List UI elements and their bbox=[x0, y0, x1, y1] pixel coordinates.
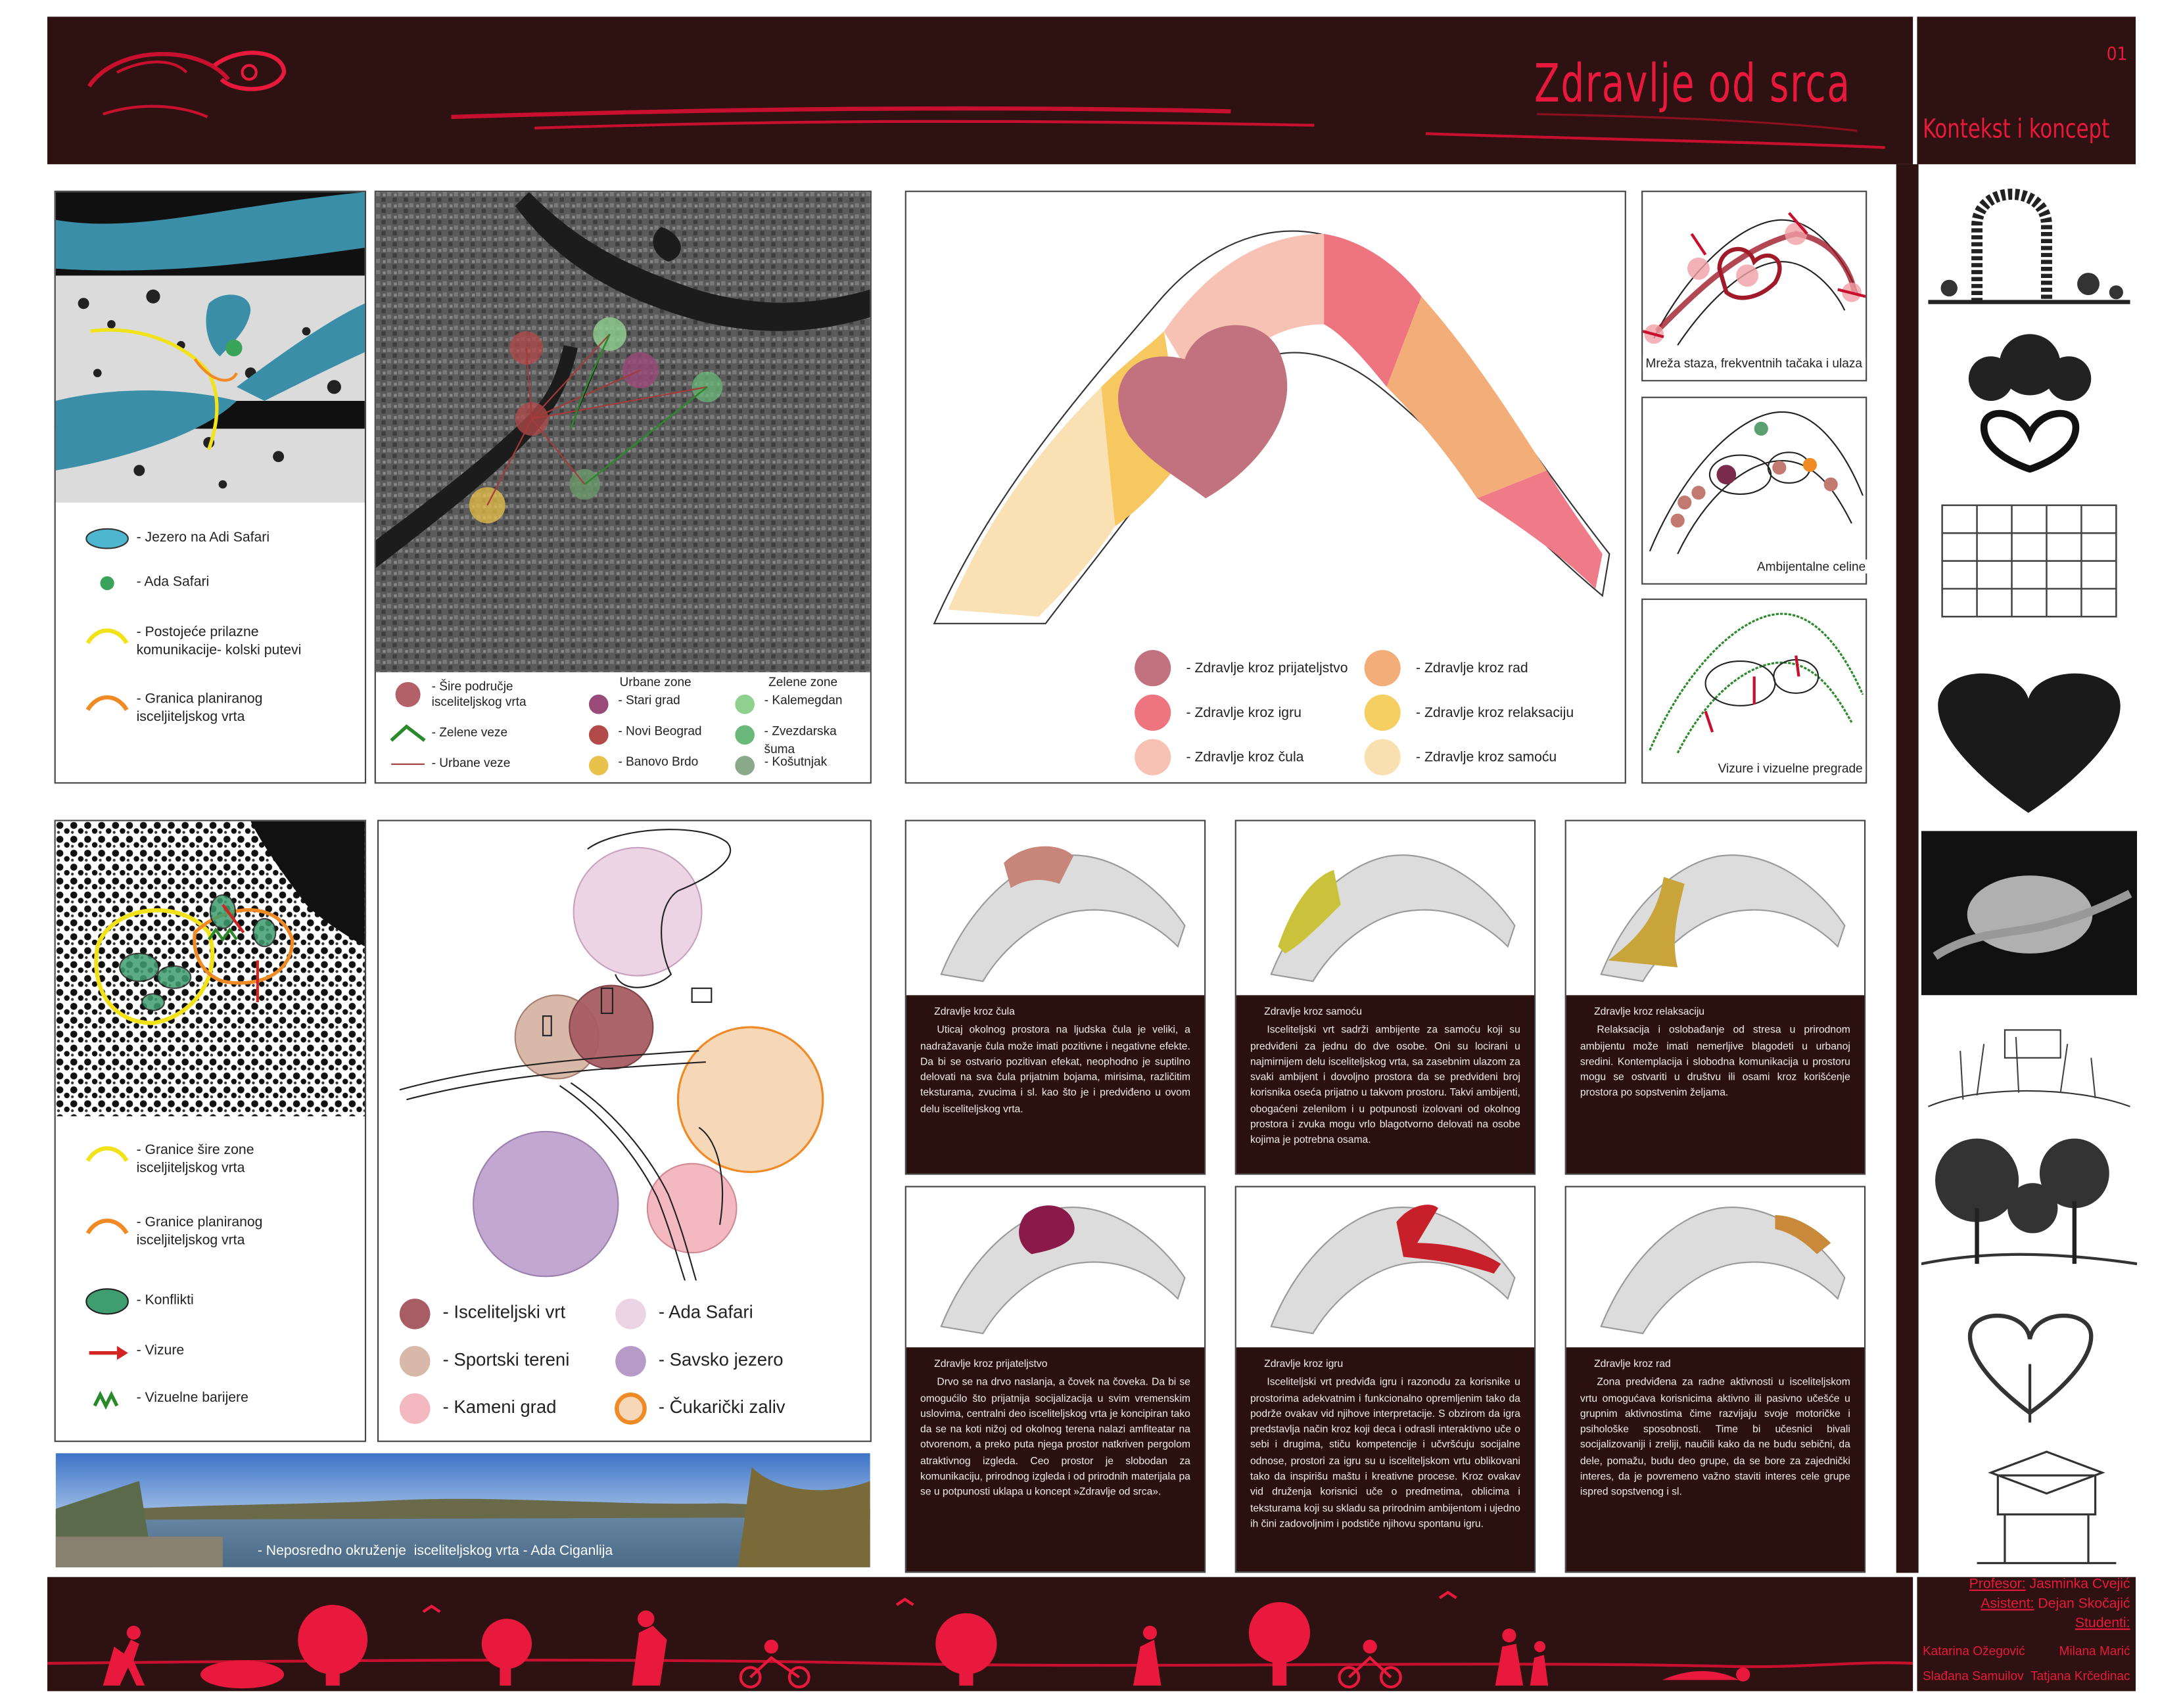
professor-line bbox=[1969, 1577, 2130, 1592]
legend-item: - Vizure bbox=[136, 1343, 185, 1359]
green-ellipse-icon bbox=[83, 1286, 131, 1317]
assistant-line bbox=[1981, 1596, 2130, 1611]
concept-diagram bbox=[906, 192, 1625, 637]
zone-relaxation-render bbox=[1566, 821, 1864, 996]
zone-desc-play bbox=[1236, 1347, 1534, 1571]
red-arrow-icon bbox=[83, 1342, 131, 1364]
zone-desc-relaxation bbox=[1566, 995, 1864, 1173]
poster-title: Zdravlje od srca bbox=[1534, 53, 1851, 114]
zone-text: Drvo se na drvo naslanja, a čovek na čoveka. Da bi se omogućilo što prijatnija socijalizacija u svim vremenskim uslovima, centralni deo isceliteljskog vrta je koncipiran tako da se na koti nižoj od okolnog terena nalazi amfiteatar na otvorenom, a preko puta njega prostor natkriven pergolom atraktivnog izgleda. Ceo prostor je slobodan za komunikaciju, prirodnog izgleda i od prirodnih materijala pa se u potpunosti uklapa u koncept »Zdravlje od srca». bbox=[920, 1375, 1190, 1498]
red-circle-icon bbox=[585, 722, 613, 747]
legend-item: - Konflikti bbox=[136, 1293, 194, 1308]
concept-legend bbox=[1131, 646, 1618, 779]
views-diagram-caption: Vizure i vizuelne pregrade bbox=[1715, 762, 1866, 775]
side-strip bbox=[1896, 164, 1919, 1573]
sketch-pergola-image bbox=[1921, 484, 2137, 649]
legend-item: - Ada Safari bbox=[136, 574, 210, 591]
zone-text: Zona predviđena za radne aktivnosti u isceliteljskom vrtu omogućava korisnicima aktivno ili pasivno učešće u grupnim aktivnostima čime razvijaju svoje motoričke i psihološke sposobnosti. Time bi učesnici bivali socijalizovaniji i zreliji, naučili kako da ne budu sebični, da dele, pomažu, budu deo grupe, da se bore za zajednički interes, da je povremeno važno staviti interes cele grupe ispred sopstvenog i sl. bbox=[1580, 1375, 1850, 1498]
green-circle-icon bbox=[731, 722, 759, 747]
green-zigzag-icon bbox=[390, 724, 426, 743]
legend-item: - Zdravlje kroz prijateljstvo bbox=[1186, 661, 1348, 677]
zone-friendship-render bbox=[906, 1188, 1204, 1348]
silhouettes-illustration bbox=[47, 1577, 1913, 1692]
professor-name: Jasminka Cvejić bbox=[2029, 1577, 2130, 1592]
legend-item: - Ada Safari bbox=[658, 1301, 753, 1323]
yellow-arc-icon bbox=[83, 1142, 131, 1166]
stone-town-icon bbox=[396, 1392, 434, 1425]
legend-item: - Granice šire zone isceljiteljskog vrta bbox=[136, 1142, 254, 1176]
legend-item: - Isceliteljski vrt bbox=[442, 1301, 566, 1323]
sketch-heart-image bbox=[1921, 657, 2137, 821]
student-name: Tatjana Krčedinac bbox=[2030, 1669, 2130, 1683]
aerial-map bbox=[376, 192, 870, 672]
legend-item: - Savsko jezero bbox=[658, 1349, 784, 1370]
legend-item: - Čukarički zaliv bbox=[658, 1396, 786, 1418]
zone-title: Zdravlje kroz relaksaciju bbox=[1594, 1005, 1705, 1018]
relaxation-zone-icon bbox=[1360, 693, 1405, 732]
map-1-legend bbox=[83, 518, 362, 782]
legend-item: - Zdravlje kroz relaksaciju bbox=[1416, 705, 1574, 722]
zone-title: Zdravlje kroz igru bbox=[1264, 1357, 1344, 1370]
zone-desc-solitude bbox=[1236, 995, 1534, 1173]
work-zone-icon bbox=[1360, 649, 1405, 687]
sketch-plants-image bbox=[1921, 1009, 2137, 1120]
assistant-label: Asistent: bbox=[1981, 1596, 2034, 1612]
paths-diagram-caption: Mreža staza, frekventnih tačaka i ulaza bbox=[1643, 356, 1865, 370]
section-subtitle: Kontekst i koncept bbox=[1922, 114, 2110, 145]
ambience-diagram-caption: Ambijentalne celine bbox=[1754, 559, 1869, 573]
cukaricki-bay-icon bbox=[611, 1392, 650, 1425]
sports-fields-icon bbox=[396, 1345, 434, 1378]
green-circle-icon bbox=[731, 753, 759, 778]
orange-arc-icon bbox=[83, 1214, 131, 1239]
student-name: Katarina Ožegović bbox=[1922, 1644, 2025, 1658]
legend-item: - Granice planiranog isceljiteljskog vrta bbox=[136, 1215, 263, 1249]
zone-desc-senses bbox=[906, 995, 1204, 1173]
green-zones-heading: Zelene zone bbox=[768, 675, 838, 689]
credits-box bbox=[1917, 1577, 2136, 1692]
zone-text: Uticaj okolnog prostora na ljudska čula je veliki, a nadražavanje čula može imati pozitivne i negativne efekte. Da bi se ostvario pozitivan efekat, neophodno je suptilno delovati na sva čula prijatnim bojama, mirisima, različitim teksturama, zvucima i sl. kao što je i predviđeno u ovom delu isceliteljskog vrta. bbox=[920, 1023, 1190, 1115]
page-number: 01 bbox=[2106, 44, 2128, 66]
legend-item: - Urbane veze bbox=[431, 756, 511, 770]
zone-desc-friendship bbox=[906, 1347, 1204, 1571]
zone-desc-work bbox=[1566, 1347, 1864, 1571]
zone-title: Zdravlje kroz prijateljstvo bbox=[934, 1357, 1048, 1370]
green-circle-icon bbox=[731, 692, 759, 717]
zone-text: Isceliteljski vrt sadrži ambijente za samoću koji su predviđeni za jednu do dve osobe. Oni su locirani u najmirnijem delu isceliteljskog vrta, sa zasebnim ulazom za svaki ambijent i dovoljno prostora da se predvideni broj korisnika oseća prijatno u takvom prostoru. Takvi ambijenti, obogaćeni zelenilom i u potpunosti izolovani od okolnog prostora i zvuka mogu vrlo blagotvorno delovati na osobe kojima je potrebna osama. bbox=[1250, 1023, 1520, 1146]
yellow-circle-icon bbox=[585, 753, 613, 778]
zone-solitude-render bbox=[1236, 821, 1534, 996]
zone-work-render bbox=[1566, 1188, 1864, 1348]
red-circle-icon bbox=[390, 680, 426, 710]
site-legend bbox=[396, 1292, 869, 1440]
header-side bbox=[1917, 16, 2136, 164]
ambience-diagram bbox=[1643, 398, 1866, 560]
legend-item: - Sportski tereni bbox=[442, 1349, 570, 1370]
legend-item: - Vizuelne barijere bbox=[136, 1390, 248, 1406]
legend-item: - Zdravlje kroz čula bbox=[1186, 750, 1304, 766]
ada-safari-icon bbox=[611, 1297, 650, 1331]
site-map-2 bbox=[56, 821, 365, 1117]
legend-item: - Šire područje isceliteljskog vrta bbox=[431, 679, 527, 709]
zone-text: Isceliteljski vrt predviđa igru i razonodu za korisnike u prostorima adekvatnim i funkcionalno opremljenim tako da podrže ovakav vid njihove interpretacije. S obzirom da igra predstavlja način kroz koji deca i odrasli interaktivno uče o sebi i drugima, stiču kompetencije i učvršćuju socijalne odnose, prostori za igru su u isceliteljskom vrtu oblikovani tako da inspirišu maštu i kreativne procese. Kroz ovakav vid druženja korisnici uče o predmetima, oblicima i teksturama koji su skladu sa prirodnim ambijentom i ujedno ih čini zadovoljnim i podstiče njihovu spontanu igru. bbox=[1250, 1375, 1520, 1530]
legend-item: - Zvezdarska šuma bbox=[764, 724, 837, 756]
blue-ellipse-icon bbox=[83, 526, 131, 551]
paths-diagram bbox=[1643, 192, 1866, 356]
zone-text: Relaksacija i oslobađanje od stresa u prirodnom ambijentu može imati nemerljive blagodeti u urbanoj sredini. Kontemplacija i slobodna komunikacija u prostoru mogu se ostvariti u društvu ili osami kroz korišćenje prostora po sopstvenim željama. bbox=[1580, 1023, 1850, 1099]
purple-circle-icon bbox=[585, 692, 613, 717]
legend-item: - Banovo Brdo bbox=[618, 754, 699, 769]
zone-senses-render bbox=[906, 821, 1204, 996]
legend-item: - Kameni grad bbox=[442, 1396, 557, 1418]
sketch-tree-heart-2-image bbox=[1921, 1295, 2137, 1427]
panorama-caption: - Neposredno okruženje isceliteljskog vrta - Ada Ciganlija bbox=[257, 1543, 613, 1559]
solitude-zone-icon bbox=[1360, 738, 1405, 777]
red-line-icon bbox=[390, 754, 426, 774]
orange-arc-icon bbox=[83, 691, 131, 716]
legend-item: - Postojeće prilazne komunikacije- kolski putevi bbox=[136, 624, 302, 658]
sketch-garden-image bbox=[1921, 1124, 2137, 1289]
play-zone-icon bbox=[1131, 693, 1175, 732]
legend-item: - Zelene veze bbox=[431, 725, 508, 739]
site-map-1 bbox=[56, 192, 365, 502]
urban-zones-heading: Urbane zone bbox=[619, 675, 692, 689]
legend-item: - Zdravlje kroz igru bbox=[1186, 705, 1302, 722]
professor-label: Profesor: bbox=[1969, 1577, 2026, 1592]
header-band bbox=[47, 16, 1913, 164]
legend-item: - Granica planiranog isceljiteljskog vrta bbox=[136, 691, 263, 726]
zone-play-render bbox=[1236, 1188, 1534, 1348]
zone-title: Zdravlje kroz samoću bbox=[1264, 1005, 1362, 1018]
sketch-hands-image bbox=[1921, 831, 2137, 995]
site-context-diagram bbox=[379, 821, 870, 1281]
sava-lake-icon bbox=[611, 1345, 650, 1378]
zone-title: Zdravlje kroz čula bbox=[934, 1005, 1015, 1018]
legend-item: - Zdravlje kroz rad bbox=[1416, 661, 1528, 677]
yellow-arc-icon bbox=[83, 624, 131, 649]
views-diagram bbox=[1643, 600, 1866, 758]
student-name: Milana Marić bbox=[2059, 1644, 2130, 1658]
aerial-legend bbox=[390, 674, 870, 782]
legend-item: - Kalemegdan bbox=[764, 693, 843, 707]
legend-item: - Novi Beograd bbox=[618, 724, 702, 738]
students-label: Studenti: bbox=[2075, 1615, 2130, 1632]
legend-item: - Zdravlje kroz samoću bbox=[1416, 750, 1557, 766]
sketch-arch-image bbox=[1921, 170, 2137, 320]
zone-title: Zdravlje kroz rad bbox=[1594, 1357, 1671, 1370]
legend-item: - Košutnjak bbox=[764, 754, 828, 769]
senses-zone-icon bbox=[1131, 738, 1175, 777]
map-2-legend bbox=[83, 1136, 362, 1428]
green-zigzag-icon bbox=[83, 1389, 131, 1412]
brush-swirl-icon bbox=[75, 31, 298, 142]
student-name: Slađana Samuilov bbox=[1922, 1669, 2024, 1683]
sketch-treehouse-image bbox=[1921, 1431, 2137, 1570]
assistant-name: Dejan Skočajić bbox=[2038, 1596, 2130, 1612]
legend-item: - Stari grad bbox=[618, 693, 680, 707]
legend-item: - Jezero na Adi Safari bbox=[136, 530, 270, 546]
sketch-tree-heart-image bbox=[1921, 323, 2137, 478]
green-circle-icon bbox=[83, 570, 131, 595]
friendship-zone-icon bbox=[1131, 649, 1175, 687]
healing-garden-icon bbox=[396, 1297, 434, 1331]
footer-band bbox=[47, 1577, 1913, 1692]
